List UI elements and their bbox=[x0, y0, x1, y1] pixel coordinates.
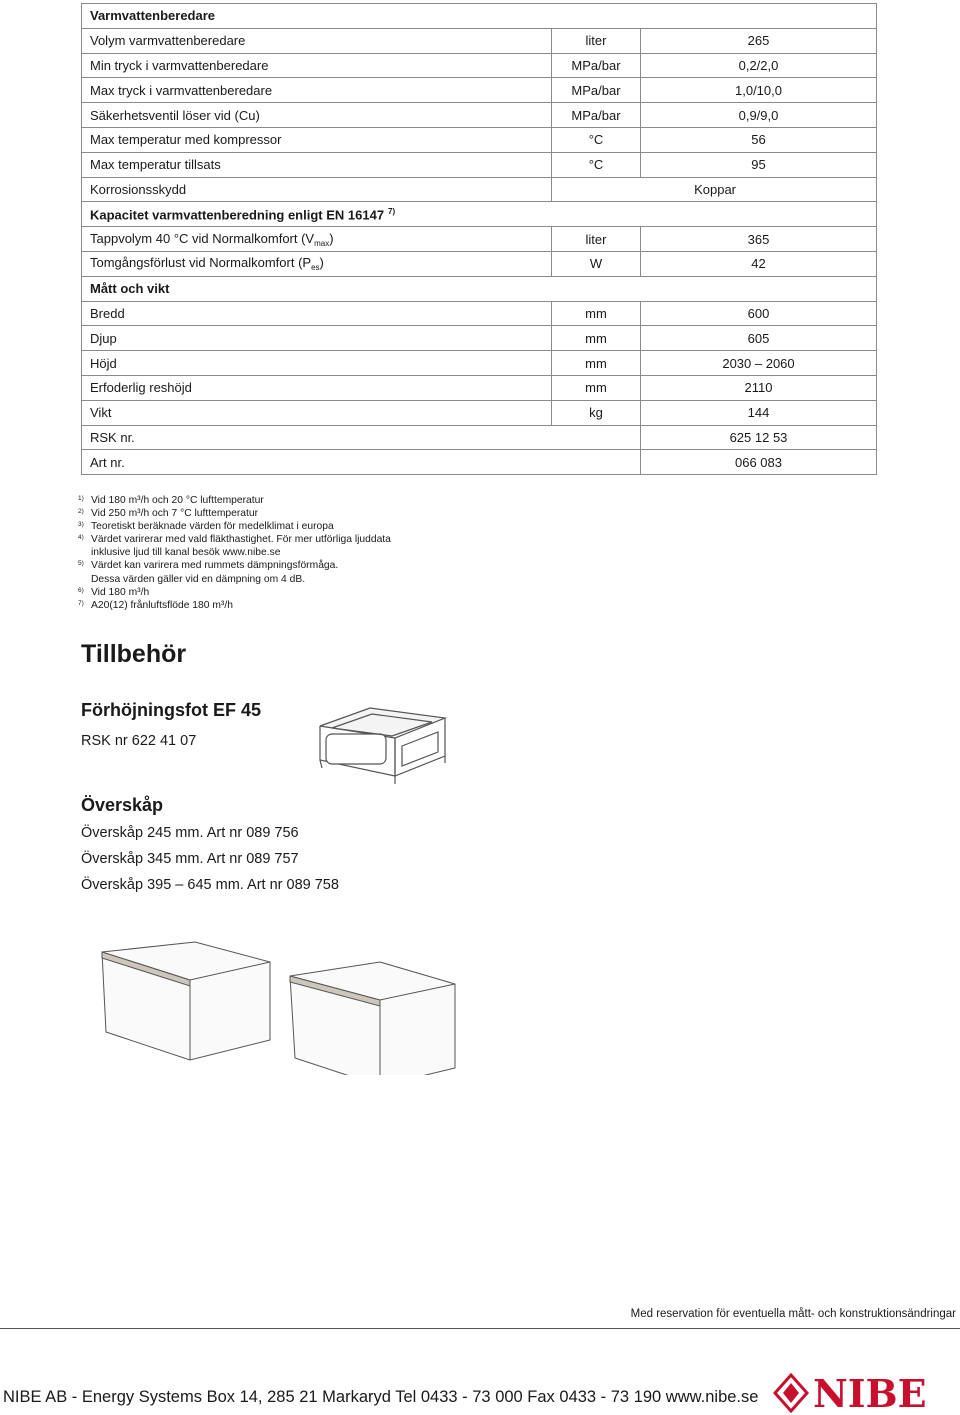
accessories-title: Tillbehör bbox=[81, 640, 187, 668]
footnote: 2) Vid 250 m³/h och 7 °C lufttemperatur bbox=[78, 508, 259, 520]
row-label: Tappvolym 40 °C vid Normalkomfort $(V_{max})$ bbox=[82, 227, 552, 252]
table-row bbox=[82, 177, 877, 202]
table-row bbox=[82, 301, 877, 326]
row-label: Max tryck i varmvattenberedare bbox=[82, 78, 552, 103]
row-unit: mm bbox=[552, 375, 641, 400]
cabinet-line-2: Överskåp 345 mm. Art nr 089 757 bbox=[81, 851, 299, 867]
nibe-emblem-icon bbox=[775, 1375, 807, 1411]
cabinet-line-3: Överskåp 395 – 645 mm. Art nr 089 758 bbox=[81, 877, 339, 893]
row-value: 0,9/9,0 bbox=[641, 103, 877, 128]
row-value: 2110 bbox=[641, 375, 877, 400]
table-row bbox=[82, 28, 877, 53]
table-row bbox=[82, 326, 877, 351]
foot-rsk: RSK nr 622 41 07 bbox=[81, 733, 197, 749]
row-value: 56 bbox=[641, 127, 877, 152]
row-value: 144 bbox=[641, 400, 877, 425]
row-value: 2030 – 2060 bbox=[641, 351, 877, 376]
table-row bbox=[82, 450, 877, 475]
row-label: Erfoderlig reshöjd bbox=[82, 375, 552, 400]
footnote: 5) Värdet kan varirera med rummets dämpningsförmåga. bbox=[78, 560, 339, 572]
footnote: 7) A20(12) frånluftsflöde 180 m³/h bbox=[78, 599, 233, 611]
spec-table bbox=[81, 3, 877, 475]
row-unit: kg bbox=[552, 400, 641, 425]
table-row bbox=[82, 375, 877, 400]
footnote: 1) Vid 180 m³/h och 20 °C lufttemperatur bbox=[78, 495, 264, 506]
row-label: Korrosionsskydd bbox=[82, 177, 552, 202]
row-label: Vikt bbox=[82, 400, 552, 425]
row-label: Volym varmvattenberedare bbox=[82, 28, 552, 53]
table-row bbox=[82, 251, 877, 276]
table-row bbox=[82, 4, 877, 29]
row-label: Mått och vikt bbox=[82, 276, 877, 301]
cabinet-title: Överskåp bbox=[81, 795, 164, 815]
row-unit bbox=[552, 450, 641, 475]
row-unit: °C bbox=[552, 152, 641, 177]
elevation-foot-image bbox=[310, 700, 455, 792]
table-row bbox=[82, 53, 877, 78]
row-label: Bredd bbox=[82, 301, 552, 326]
row-unit: mm bbox=[552, 326, 641, 351]
row-value: 95 bbox=[641, 152, 877, 177]
row-unit: liter bbox=[552, 28, 641, 53]
row-value: Koppar bbox=[552, 177, 877, 202]
reservation-note: Med reservation för eventuella mått- och konstruktionsändringar bbox=[630, 1308, 956, 1320]
row-value: 42 bbox=[641, 251, 877, 276]
row-value: 600 bbox=[641, 301, 877, 326]
footer-divider bbox=[0, 1328, 960, 1329]
row-unit: MPa/bar bbox=[552, 78, 641, 103]
svg-text:NIBE: NIBE bbox=[813, 1373, 927, 1413]
table-row bbox=[82, 202, 877, 227]
row-label: Max temperatur tillsats bbox=[82, 152, 552, 177]
table-row bbox=[82, 425, 877, 450]
footnote: 4) Värdet varirerar med vald fläkthastighet. För mer utförliga ljuddata bbox=[78, 534, 391, 546]
table-row bbox=[82, 103, 877, 128]
row-unit: mm bbox=[552, 351, 641, 376]
company-footer: NIBE AB - Energy Systems Box 14, 285 21 Markaryd Tel 0433 - 73 000 Fax 0433 - 73 190 www.nibe.se bbox=[3, 1388, 759, 1406]
footnote: 3) Teoretiskt beräknade värden för medelklimat i europa bbox=[78, 521, 334, 533]
row-unit: MPa/bar bbox=[552, 103, 641, 128]
row-unit: °C bbox=[552, 127, 641, 152]
table-row bbox=[82, 351, 877, 376]
row-label: Max temperatur med kompressor bbox=[82, 127, 552, 152]
footnote-continuation: Dessa värden gäller vid en dämpning om 4 dB. bbox=[91, 573, 306, 585]
row-label: RSK nr. bbox=[82, 425, 552, 450]
table-row bbox=[82, 127, 877, 152]
row-label: Kapacitet varmvattenberedning enligt EN 16147 $^{7)}$ bbox=[82, 202, 877, 227]
row-value: 605 bbox=[641, 326, 877, 351]
row-label: Min tryck i varmvattenberedare bbox=[82, 53, 552, 78]
cabinet-line-1: Överskåp 245 mm. Art nr 089 756 bbox=[81, 825, 299, 841]
row-unit bbox=[552, 425, 641, 450]
footnote-continuation: inklusive ljud till kanal besök www.nibe.se bbox=[91, 547, 281, 559]
nibe-logo bbox=[773, 1373, 959, 1413]
row-unit: liter bbox=[552, 227, 641, 252]
row-unit: MPa/bar bbox=[552, 53, 641, 78]
row-value: 066 083 bbox=[641, 450, 877, 475]
table-row bbox=[82, 276, 877, 301]
row-value: 0,2/2,0 bbox=[641, 53, 877, 78]
foot-title: Förhöjningsfot EF 45 bbox=[81, 700, 261, 720]
table-row bbox=[82, 227, 877, 252]
row-label: Djup bbox=[82, 326, 552, 351]
row-unit: W bbox=[552, 251, 641, 276]
row-value: 625 12 53 bbox=[641, 425, 877, 450]
row-value: 365 bbox=[641, 227, 877, 252]
row-label: Art nr. bbox=[82, 450, 552, 475]
table-row bbox=[82, 152, 877, 177]
row-label: Säkerhetsventil löser vid (Cu) bbox=[82, 103, 552, 128]
row-value: 1,0/10,0 bbox=[641, 78, 877, 103]
row-value: 265 bbox=[641, 28, 877, 53]
row-label: Varmvattenberedare bbox=[82, 4, 877, 29]
table-row bbox=[82, 400, 877, 425]
row-label: Höjd bbox=[82, 351, 552, 376]
row-label: Tomgångsförlust vid Normalkomfort $(P_{es})$ bbox=[82, 251, 552, 276]
footnotes bbox=[78, 494, 391, 612]
table-row bbox=[82, 78, 877, 103]
row-unit: mm bbox=[552, 301, 641, 326]
footnote: 6) Vid 180 m³/h bbox=[78, 586, 150, 598]
top-cabinet-image bbox=[100, 940, 460, 1075]
